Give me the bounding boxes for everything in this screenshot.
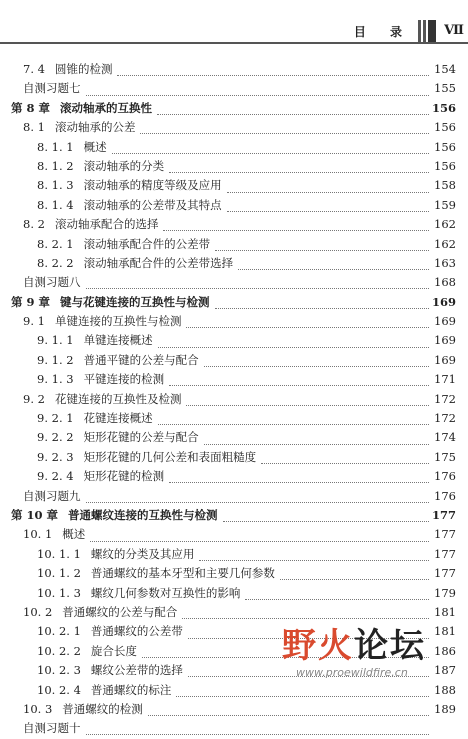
toc-entry[interactable] [0, 157, 468, 176]
running-header [0, 20, 468, 44]
toc-leader-dots [186, 397, 429, 406]
toc-leader-dots [204, 358, 429, 367]
toc-entry-title: 矩形花键的检测 [83, 469, 165, 484]
toc-leader-dots [86, 726, 430, 735]
toc-entry-label [37, 351, 201, 370]
toc-entry-label [37, 622, 185, 641]
toc-entry[interactable] [0, 487, 468, 506]
toc-entry-label [37, 157, 166, 176]
toc-entry-number: 8. 1. 2 [37, 158, 74, 173]
toc-leader-dots [223, 513, 429, 522]
watermark-logo-a: 野火 [282, 626, 354, 666]
toc-entry-title: 普通螺纹连接的互换性与检测 [68, 507, 218, 522]
toc-entry-title: 滚动轴承配合件的公差带 [83, 236, 211, 251]
toc-entry-page: 169 [434, 352, 456, 367]
toc-entry-number: 8. 1. 3 [37, 178, 74, 193]
toc-entry-number: 9. 2. 2 [37, 430, 74, 445]
toc-entry-number: 9. 1 [23, 314, 45, 329]
toc-leader-dots [169, 474, 429, 483]
toc-entry[interactable] [0, 351, 468, 370]
toc-entry[interactable] [0, 273, 468, 292]
toc-entry[interactable] [0, 390, 468, 409]
watermark-logo-b: 论坛 [354, 626, 426, 666]
toc-leader-dots [86, 494, 430, 503]
toc-leader-dots [227, 203, 429, 212]
toc-entry-page: 181 [434, 604, 456, 619]
toc-entry-number: 9. 2. 4 [37, 469, 74, 484]
toc-entry-title: 圆锥的检测 [54, 62, 113, 76]
toc-entry-number: 8. 1. 1 [37, 139, 74, 154]
toc-entry-page: 156 [434, 120, 456, 135]
toc-entry[interactable] [0, 312, 468, 331]
toc-entry-title: 单键连接概述 [83, 333, 153, 348]
toc-entry-number: 7. 4 [23, 62, 45, 76]
toc-entry-label [37, 409, 155, 428]
toc-entry-label [37, 642, 139, 661]
toc-entry-page: 172 [434, 391, 456, 406]
toc-entry-page: 171 [434, 372, 456, 387]
toc-entry-number: 第 8 章 [11, 100, 51, 115]
toc-entry-title: 花键连接的互换性及检测 [54, 391, 182, 406]
toc-entry-page: 156 [434, 158, 456, 173]
watermark-logo [282, 618, 426, 667]
toc-entry-label [37, 235, 212, 254]
toc-entry-number: 10. 2. 4 [37, 682, 81, 697]
toc-entry-page: 155 [434, 81, 456, 96]
toc-leader-dots [245, 591, 429, 600]
toc-entry-page: 162 [434, 236, 456, 251]
toc-entry-page: 172 [434, 411, 456, 426]
toc-entry[interactable] [0, 584, 468, 603]
toc-entry-title: 滚动轴承的公差带及其特点 [83, 197, 222, 212]
toc-leader-dots [163, 222, 429, 231]
toc-entry-number: 9. 2. 1 [37, 411, 74, 426]
toc-entry-title: 滚动轴承配合的选择 [54, 217, 159, 232]
toc-entry-number: 8. 1. 4 [37, 197, 74, 212]
toc-entry-label [37, 138, 109, 157]
toc-entry-page: 181 [434, 624, 456, 639]
toc-leader-dots [227, 184, 429, 193]
toc-entry-label [37, 428, 201, 447]
toc-leader-dots [238, 261, 429, 270]
toc-entry-label [11, 99, 154, 118]
toc-entry-label [23, 60, 114, 79]
toc-chapter-entry[interactable] [0, 293, 468, 312]
toc-entry[interactable] [0, 545, 468, 564]
toc-entry-title: 滚动轴承配合件的公差带选择 [83, 255, 234, 270]
toc-entry-title: 概述 [62, 527, 86, 542]
toc-entry-label [23, 487, 83, 506]
toc-entry-title: 滚动轴承的精度等级及应用 [83, 178, 222, 193]
toc-leader-dots [215, 300, 429, 309]
toc-entry-title: 螺纹几何参数对互换性的影响 [90, 585, 241, 600]
toc-leader-dots [148, 707, 429, 716]
toc-entry-label [37, 448, 258, 467]
toc-entry-page: 158 [434, 178, 456, 193]
toc-entry-label [23, 273, 83, 292]
toc-entry[interactable] [0, 118, 468, 137]
toc-entry[interactable] [0, 448, 468, 467]
toc-entry-title: 滚动轴承的互换性 [60, 100, 153, 115]
toc-entry-page: 189 [434, 701, 456, 716]
toc-leader-dots [280, 571, 429, 580]
toc-entry[interactable] [0, 60, 468, 79]
toc-entry-page: 179 [434, 585, 456, 600]
toc-leader-dots [169, 164, 429, 173]
watermark [282, 618, 462, 688]
toc-chapter-entry[interactable] [0, 99, 468, 118]
watermark-url: www.proewildfire.cn [296, 666, 408, 679]
toc-entry-title: 自测习题九 [23, 488, 81, 503]
toc-entry-page: 177 [434, 566, 456, 581]
toc-entry-page: 177 [432, 507, 457, 522]
toc-entry-page: 163 [434, 255, 456, 270]
toc-leader-dots [204, 436, 429, 445]
toc-entry[interactable] [0, 370, 468, 389]
toc-entry-label [37, 176, 224, 195]
toc-entry-page: 175 [434, 449, 456, 464]
toc-entry-title: 矩形花键的几何公差和表面粗糙度 [83, 449, 257, 464]
toc-entry-title: 花键连接概述 [83, 411, 153, 426]
toc-entry-label [23, 312, 183, 331]
toc-entry-label [37, 254, 235, 273]
toc-entry-page: 169 [432, 294, 457, 309]
toc-entry-label [23, 390, 183, 409]
toc-entry-title: 矩形花键的公差与配合 [83, 430, 199, 445]
toc-leader-dots [158, 416, 429, 425]
toc-leader-dots [176, 688, 429, 697]
toc-entry-number: 10. 2 [23, 604, 53, 619]
toc-leader-dots [186, 319, 429, 328]
toc-entry-page: 176 [434, 469, 456, 484]
toc-entry-title: 滚动轴承的公差 [54, 120, 136, 135]
toc-entry-label [37, 370, 166, 389]
toc-entry-number: 8. 2. 2 [37, 255, 74, 270]
toc-entry-number: 9. 1. 1 [37, 333, 74, 348]
toc-entry-label [37, 661, 185, 680]
toc-entry-number: 10. 1 [23, 527, 53, 542]
toc-leader-dots [157, 106, 429, 115]
toc-leader-dots [86, 280, 430, 289]
toc-entry-title: 键与花键连接的互换性与检测 [60, 294, 210, 309]
toc-entry-number: 8. 2 [23, 217, 45, 232]
toc-entry-title: 自测习题十 [23, 721, 81, 736]
toc-entry-title: 旋合长度 [90, 643, 137, 658]
toc-entry-title: 普通螺纹的基本牙型和主要几何参数 [90, 566, 275, 581]
toc-entry-title: 普通螺纹的公差与配合 [62, 604, 178, 619]
toc-entry[interactable] [0, 409, 468, 428]
toc-entry-label [37, 681, 173, 700]
toc-entry-page: 162 [434, 217, 456, 232]
toc-entry-number: 9. 1. 3 [37, 372, 74, 387]
toc-entry-label [23, 215, 160, 234]
toc-entry-number: 9. 1. 2 [37, 352, 74, 367]
toc-leader-dots [158, 339, 429, 348]
toc-chapter-entry[interactable] [0, 506, 468, 525]
toc-entry-number: 8. 2. 1 [37, 236, 74, 251]
toc-entry-number: 10. 1. 1 [37, 546, 81, 561]
toc-entry-page: 186 [434, 643, 456, 658]
toc-entry-page: 169 [434, 314, 456, 329]
toc-entry-page: 174 [434, 430, 456, 445]
toc-entry[interactable] [0, 235, 468, 254]
toc-entry-number: 10. 3 [23, 701, 53, 716]
toc-leader-dots [169, 377, 429, 386]
toc-entry-title: 单键连接的互换性与检测 [54, 314, 182, 329]
toc-entry-label [23, 525, 87, 544]
toc-entry-title: 平键连接的检测 [83, 372, 165, 387]
toc-entry-page: 156 [432, 100, 457, 115]
toc-entry-label [23, 603, 179, 622]
toc-entry-number: 9. 2. 3 [37, 449, 74, 464]
toc-entry-label [37, 564, 277, 583]
toc-entry-number: 8. 1 [23, 120, 45, 135]
toc-entry-label [37, 545, 196, 564]
toc-entry[interactable] [0, 254, 468, 273]
page-number: Ⅶ [444, 23, 464, 38]
toc-entry-page: 177 [434, 527, 456, 542]
toc-entry[interactable] [0, 428, 468, 447]
toc-entry-title: 普通螺纹的标注 [90, 682, 172, 697]
toc-entry-title: 概述 [83, 139, 107, 154]
toc-entry-page: 177 [434, 546, 456, 561]
toc-entry-number: 10. 2. 3 [37, 663, 81, 678]
toc-entry-label [11, 506, 220, 525]
toc-entry-page: 169 [434, 333, 456, 348]
toc-leader-dots [112, 145, 429, 154]
toc-leader-dots [90, 533, 429, 542]
toc-entry-title: 普通螺纹的检测 [62, 701, 143, 716]
toc-entry-number: 第 9 章 [11, 294, 51, 309]
toc-entry-title: 自测习题八 [23, 275, 81, 290]
toc-leader-dots [199, 552, 429, 561]
toc-entry[interactable] [0, 564, 468, 583]
toc-entry-number: 10. 2. 2 [37, 643, 81, 658]
toc-entry-label [11, 293, 212, 312]
toc-leader-dots [215, 242, 429, 251]
toc-entry-page: 159 [434, 197, 456, 212]
toc-entry-label [23, 719, 83, 738]
toc-entry-page: 176 [434, 488, 456, 503]
toc-entry-number: 10. 1. 2 [37, 566, 81, 581]
toc-entry-label [37, 331, 155, 350]
toc-entry-title: 普通平键的公差与配合 [83, 352, 199, 367]
toc-entry-title: 螺纹公差带的选择 [90, 663, 183, 678]
toc-entry-label [23, 118, 137, 137]
toc-entry[interactable] [0, 719, 468, 738]
toc-leader-dots [140, 125, 429, 134]
toc-entry-label [37, 584, 242, 603]
toc-entry[interactable] [0, 196, 468, 215]
toc-entry-label [23, 700, 145, 719]
toc-entry-label [23, 79, 83, 98]
toc-entry-page: 187 [434, 663, 456, 678]
toc-entry-label [37, 196, 224, 215]
toc-entry-page: 154 [434, 62, 456, 76]
toc-entry[interactable] [0, 176, 468, 195]
toc-leader-dots [117, 67, 429, 76]
toc-entry[interactable] [0, 138, 468, 157]
toc-entry[interactable] [0, 331, 468, 350]
toc-entry-title: 螺纹的分类及其应用 [90, 546, 195, 561]
toc-entry[interactable] [0, 700, 468, 719]
toc-entry-number: 10. 1. 3 [37, 585, 81, 600]
toc-entry-title: 自测习题七 [23, 81, 81, 96]
toc-entry-number: 10. 2. 1 [37, 624, 81, 639]
toc-entry-label [37, 467, 166, 486]
toc-entry[interactable] [0, 79, 468, 98]
toc-entry[interactable] [0, 525, 468, 544]
toc-entry[interactable] [0, 467, 468, 486]
toc-leader-dots [261, 455, 429, 464]
toc-leader-dots [86, 87, 430, 96]
toc-entry-number: 9. 2 [23, 391, 45, 406]
toc-entry[interactable] [0, 215, 468, 234]
toc-entry-title: 滚动轴承的分类 [83, 158, 165, 173]
toc-entry-page: 188 [434, 682, 456, 697]
toc-entry-number: 第 10 章 [11, 507, 59, 522]
toc-entry-page: 156 [434, 139, 456, 154]
toc-entry-page: 168 [434, 275, 456, 290]
toc-entry-title: 普通螺纹的公差带 [90, 624, 183, 639]
header-title: 目 录 [353, 25, 412, 39]
